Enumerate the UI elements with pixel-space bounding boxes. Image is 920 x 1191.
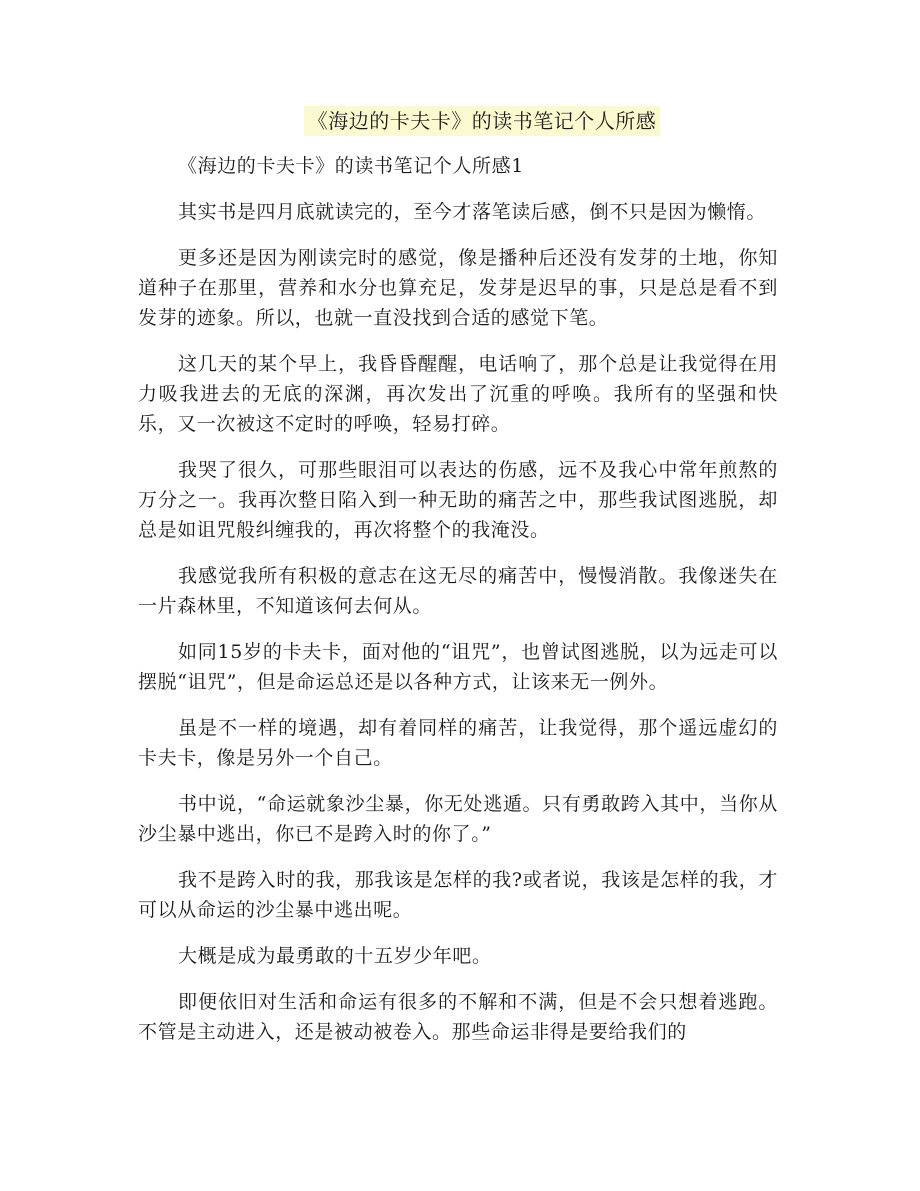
document-body [138, 151, 778, 1063]
paragraph: 我感觉我所有积极的意志在这无尽的痛苦中，慢慢消散。我像迷失在一片森林里，不知道该何去何从。 [138, 565, 778, 617]
document-title: 《海边的卡夫卡》的读书笔记个人所感 [304, 106, 661, 136]
section-heading: 《海边的卡夫卡》的读书笔记个人所感1 [178, 155, 524, 177]
paragraph: 虽是不一样的境遇，却有着同样的痛苦，让我觉得，那个遥远虚幻的卡夫卡，像是另外一个自己。 [138, 717, 778, 769]
title-container [0, 106, 920, 136]
paragraph: 更多还是因为刚读完时的感觉，像是播种后还没有发芽的土地，你知道种子在那里，营养和水分也算充足，发芽是迟早的事，只是总是看不到发芽的迹象。所以，也就一直没找到合适的感觉下笔。 [138, 247, 778, 329]
paragraph: 如同15岁的卡夫卡，面对他的“诅咒”，也曾试图逃脱，以为远走可以摆脱“诅咒”，但是命运总还是以各种方式，让该来无一例外。 [138, 641, 778, 693]
paragraph: 我不是跨入时的我，那我该是怎样的我?或者说，我该是怎样的我，才可以从命运的沙尘暴中逃出呢。 [138, 869, 778, 921]
paragraph: 大概是成为最勇敢的十五岁少年吧。 [178, 945, 492, 967]
paragraph: 其实书是四月底就读完的，至今才落笔读后感，倒不只是因为懒惰。 [178, 201, 767, 223]
paragraph: 这几天的某个早上，我昏昏醒醒，电话响了，那个总是让我觉得在用力吸我进去的无底的深渊，再次发出了沉重的呼唤。我所有的坚强和快乐，又一次被这不定时的呼唤，轻易打碎。 [138, 353, 778, 435]
paragraph: 我哭了很久，可那些眼泪可以表达的伤感，远不及我心中常年煎熬的万分之一。我再次整日陷入到一种无助的痛苦之中，那些我试图逃脱，却总是如诅咒般纠缠我的，再次将整个的我淹没。 [138, 459, 778, 541]
paragraph: 即便依旧对生活和命运有很多的不解和不满，但是不会只想着逃跑。不管是主动进入，还是被动被卷入。那些命运非得是要给我们的 [138, 991, 778, 1043]
paragraph: 书中说，“命运就象沙尘暴，你无处逃遁。只有勇敢跨入其中，当你从沙尘暴中逃出，你已不是跨入时的你了。” [138, 793, 778, 845]
